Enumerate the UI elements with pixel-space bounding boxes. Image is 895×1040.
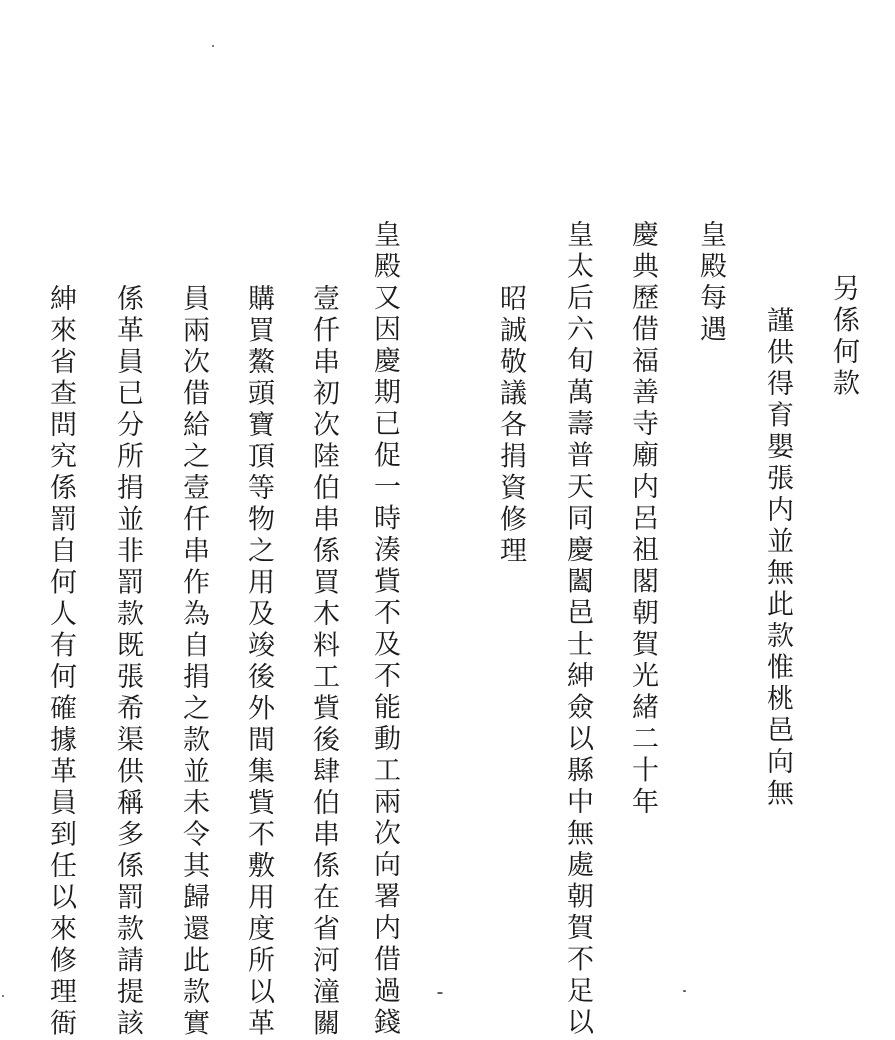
text-column-11: 係革員已分所捐並非罰款既張希渠供稱多係罰款請提該: [112, 284, 143, 1040]
scan-speck: [437, 992, 443, 994]
text-column-6: 昭誠敬議各捐資修理: [495, 284, 526, 568]
text-column-1: 另係何款: [828, 274, 859, 400]
scan-speck: [212, 45, 214, 47]
text-column-10: 員兩次借給之壹仟串作為自捐之款並未令其歸還此款實: [178, 284, 209, 1040]
text-column-2: 謹供得育嬰張内並無此款惟桃邑向無: [762, 306, 793, 810]
text-column-3: 皇殿每遇: [695, 220, 726, 346]
text-column-8: 壹仟串初次陸伯串係買木料工貲後肆伯串係在省河潼關: [308, 284, 339, 1040]
scan-speck: [683, 990, 686, 992]
text-column-9: 購買鰲頭寶頂等物之用及竣後外間集貲不敷用度所以革: [243, 284, 274, 1040]
text-column-7: 皇殿又因慶期已促一時湊貲不及不能動工兩次向署内借過錢: [369, 220, 400, 1039]
scan-speck: [2, 995, 4, 997]
text-column-12: 紳來省查問究係罰自何人有何確據革員到任以來修理衙: [45, 284, 76, 1040]
text-column-4: 慶典歷借福善寺廟内呂祖閣朝賀光緒二十年: [627, 220, 658, 819]
text-column-5: 皇太后六旬萬壽普天同慶闔邑士紳僉以縣中無處朝賀不足以: [562, 220, 593, 1039]
